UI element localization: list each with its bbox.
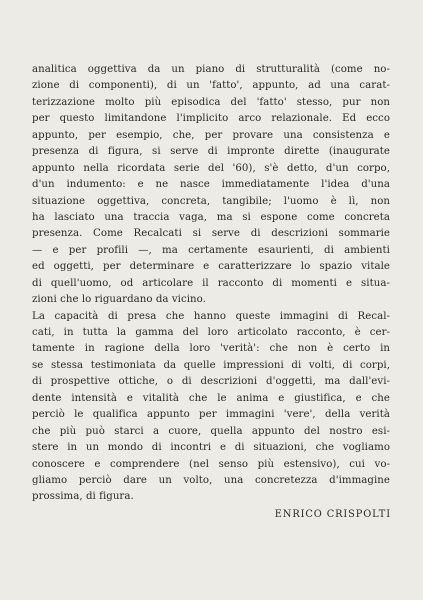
text-line: presenza. Come Recalcati si serve di descrizioni sommarie: [32, 228, 390, 240]
text-line: perciò le qualifica appunto per immagini 'vere', della verità: [32, 409, 390, 421]
paragraph-1: [32, 62, 390, 309]
text-line: conoscere e comprendere (nel senso più estensivo), cui vo-: [32, 458, 390, 470]
text-line: appunto nella ricordata serie del '60), s'è detto, d'un corpo,: [32, 162, 390, 174]
text-line: cati, in tutta la gamma del loro articolato racconto, è cer-: [32, 327, 390, 338]
author-signature: ENRICO CRISPOLTI: [274, 509, 391, 520]
text-line: analitica oggettiva da un piano di strutturalità (come no-: [32, 64, 390, 75]
text-line: dente intensità e vitalità che le anima e giustifica, e che: [32, 392, 390, 404]
text-line: stere in un mondo di incontri e di situazioni, che vogliamo: [32, 442, 390, 454]
text-line: situazione oggettiva, concreta, tangibile; l'uomo è lì, non: [32, 195, 390, 207]
text-line: per questo limitandone l'implicito arco relazionale. Ed ecco: [32, 113, 390, 125]
text-line: presenza di figura, si serve di impronte dirette (inaugurate: [32, 146, 390, 158]
text-line: tamente in ragione della loro 'verità': che non è certo in: [32, 343, 390, 355]
text-line: appunto, per esempio, che, per provare una consistenza e: [32, 129, 390, 141]
text-line: d'un indumento: e ne nasce immediatamente l'idea d'una: [32, 179, 390, 191]
text-line: di prospettive ottiche, o di descrizioni d'oggetti, ma dall'evi-: [32, 376, 390, 388]
text-line: che più può starci a cuore, quella appunto del nostro esi-: [32, 425, 390, 437]
text-line: se stessa testimoniata da quelle impressioni di volti, di corpi,: [32, 359, 390, 371]
text-line: zione di componenti), di un 'fatto', appunto, ad una carat-: [32, 80, 390, 92]
text-line: di quell'uomo, od articolare il racconto di momenti e situa-: [32, 277, 390, 289]
text-line: terizzazione molto più episodica del 'fatto' stesso, pur non: [32, 96, 390, 108]
essay-text: [32, 62, 390, 506]
text-line: — e per profili —, ma certamente esaurienti, di ambienti: [32, 244, 390, 256]
text-line: zioni che lo riguardano da vicino.: [32, 294, 206, 306]
paragraph-2: [32, 309, 390, 506]
text-line: ed oggetti, per determinare e caratterizzare lo spazio vitale: [32, 261, 390, 273]
text-line: prossima, di figura.: [32, 491, 134, 503]
text-line: ha lasciato una traccia vaga, ma si espone come concreta: [32, 211, 390, 223]
text-line: gliamo perciò dare un volto, una concretezza d'immagine: [32, 474, 390, 486]
text-line: La capacità di presa che hanno queste immagini di Recal-: [32, 310, 390, 322]
